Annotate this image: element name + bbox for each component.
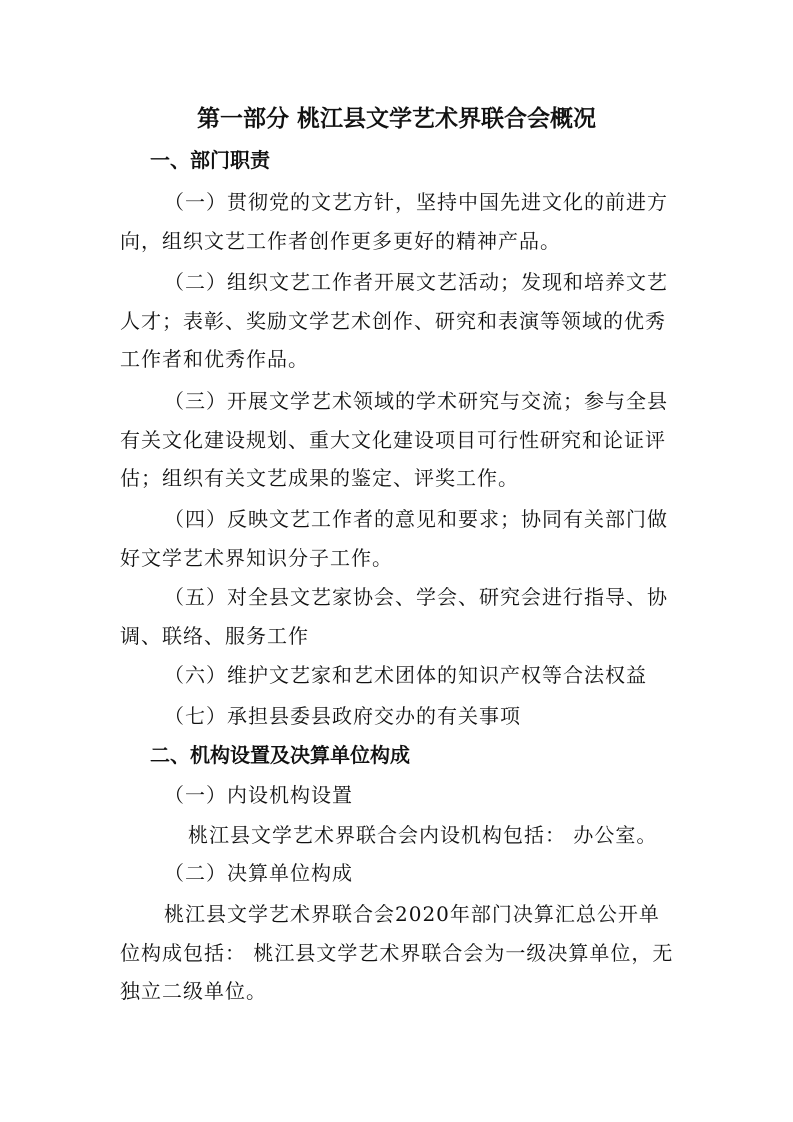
duty-item-4: （四）反映文艺工作者的意见和要求；协同有关部门做好文学艺术界知识分子工作。	[120, 507, 668, 570]
section-heading-structure: 二、机构设置及决算单位构成	[150, 743, 410, 767]
section-heading-duties: 一、部门职责	[150, 148, 270, 172]
duty-item-5: （五）对全县文艺家协会、学会、研究会进行指导、协调、联络、服务工作	[120, 585, 668, 648]
units-composition-text: 桃江县文学艺术界联合会2020年部门决算汇总公开单位构成包括： 桃江县文学艺术界联合会为一级决算单位，无独立二级单位。	[120, 902, 674, 1003]
duty-item-1: （一）贯彻党的文艺方针，坚持中国先进文化的前进方向，组织文艺工作者创作更多更好的精神产品。	[120, 190, 668, 253]
duty-item-3: （三）开展文学艺术领域的学术研究与交流；参与全县有关文化建设规划、重大文化建设项目可行性研究和论证评估；组织有关文艺成果的鉴定、评奖工作。	[120, 389, 668, 490]
internal-structure-text: 桃江县文学艺术界联合会内设机构包括： 办公室。	[188, 823, 658, 847]
duty-item-6: （六）维护文艺家和艺术团体的知识产权等合法权益	[164, 663, 647, 687]
page-title: 第一部分 桃江县文学艺术界联合会概况	[196, 106, 596, 132]
duty-item-2: （二）组织文艺工作者开展文艺活动；发现和培养文艺人才；表彰、奖励文学艺术创作、研究和表演等领域的优秀工作者和优秀作品。	[120, 270, 668, 371]
subsection-heading-internal: （一）内设机构设置	[164, 783, 353, 807]
duty-item-7: （七）承担县委县政府交办的有关事项	[164, 704, 521, 728]
subsection-heading-units: （二）决算单位构成	[164, 861, 353, 885]
